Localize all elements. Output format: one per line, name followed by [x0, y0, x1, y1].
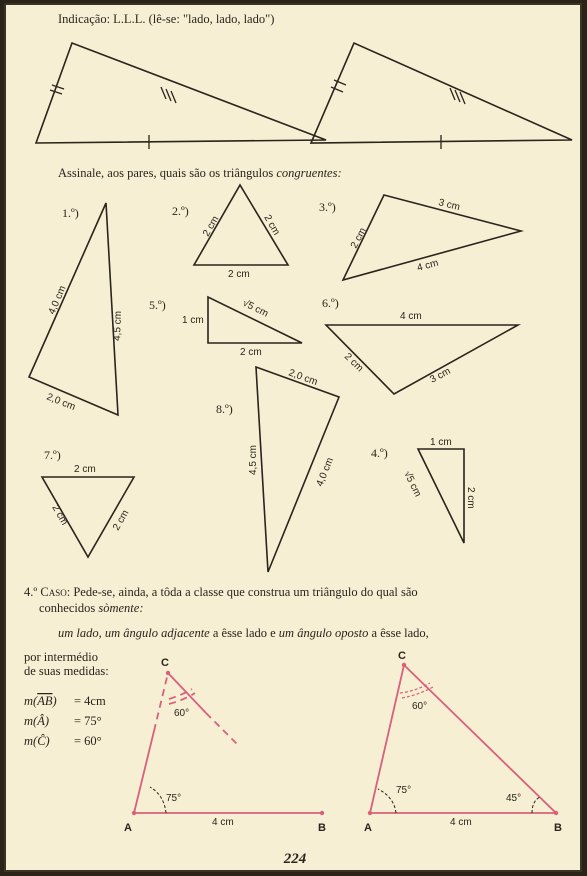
triangle-1: [29, 203, 124, 415]
svg-text:2 cm: 2 cm: [240, 347, 262, 358]
construction-right: [364, 650, 562, 834]
svg-text:√5 cm: √5 cm: [240, 297, 270, 320]
svg-text:75°: 75°: [396, 785, 412, 796]
svg-text:B: B: [554, 822, 562, 834]
triangle-3: [319, 195, 521, 280]
case4-line3: um lado, um ângulo adjacente a êsse lado e um ângulo oposto a êsse lado,: [58, 626, 429, 640]
top-right-triangle: [311, 43, 572, 149]
svg-text:2 cm: 2 cm: [74, 464, 96, 475]
svg-text:= 75°: = 75°: [74, 714, 102, 728]
triangle-number: 7.º): [44, 448, 61, 462]
svg-text:A: A: [364, 822, 372, 834]
svg-text:2 cm: 2 cm: [261, 213, 282, 238]
svg-text:4 cm: 4 cm: [450, 817, 472, 828]
triangle-number: 2.º): [172, 204, 189, 218]
triangle-8: [216, 367, 339, 572]
svg-text:m(Ĉ): m(Ĉ): [24, 734, 50, 748]
page-drawing: [6, 5, 584, 874]
svg-text:4 cm: 4 cm: [415, 257, 440, 274]
svg-text:4,0 cm: 4,0 cm: [314, 456, 337, 489]
measure-a: [24, 714, 102, 728]
construction-left: [124, 657, 326, 834]
triangle-number: 3.º): [319, 200, 336, 214]
case4-line1: 4.º Caso: Pede-se, ainda, a tôda a classe que construa um triângulo do qual são: [24, 585, 418, 599]
svg-text:4,0 cm: 4,0 cm: [46, 284, 69, 317]
case4-line2: conhecidos sòmente:: [39, 601, 144, 615]
svg-text:60°: 60°: [412, 701, 428, 712]
indication-text: Indicação: L.L.L. (lê-se: "lado, lado, lado"): [58, 12, 275, 26]
triangle-4: [371, 437, 476, 543]
svg-text:√5 cm: √5 cm: [401, 469, 424, 499]
measure-ab: [24, 694, 106, 708]
svg-text:2 cm: 2 cm: [201, 214, 222, 239]
svg-text:1 cm: 1 cm: [182, 315, 204, 326]
svg-text:2 cm: 2 cm: [465, 487, 476, 509]
svg-text:1 cm: 1 cm: [430, 437, 452, 448]
triangle-number: 6.º): [322, 296, 339, 310]
instruction-text: Assinale, aos pares, quais são os triângulos congruentes:: [58, 166, 342, 180]
svg-text:C: C: [398, 650, 406, 662]
triangle-number: 1.º): [62, 206, 79, 220]
triangle-7: [42, 448, 134, 557]
svg-text:2,0 cm: 2,0 cm: [286, 367, 319, 389]
page-number: 224: [283, 851, 307, 867]
svg-text:m(AB): m(AB): [24, 694, 57, 708]
svg-text:60°: 60°: [174, 708, 190, 719]
svg-text:2 cm: 2 cm: [341, 351, 366, 375]
svg-text:2 cm: 2 cm: [111, 508, 132, 533]
by-means-2: de suas medidas:: [24, 664, 109, 678]
svg-text:75°: 75°: [166, 793, 182, 804]
svg-text:2,0 cm: 2,0 cm: [44, 391, 77, 414]
svg-text:4,5 cm: 4,5 cm: [248, 444, 259, 475]
top-left-triangle: [36, 43, 326, 149]
triangle-5: [149, 297, 302, 358]
svg-text:3 cm: 3 cm: [428, 365, 453, 386]
by-means-1: por intermédio: [24, 650, 98, 664]
svg-text:2 cm: 2 cm: [49, 503, 70, 528]
triangle-number: 5.º): [149, 298, 166, 312]
triangle-2: [172, 185, 288, 280]
svg-text:45°: 45°: [506, 793, 522, 804]
svg-text:2 cm: 2 cm: [228, 269, 250, 280]
triangle-6: [322, 296, 518, 394]
svg-text:4 cm: 4 cm: [400, 311, 422, 322]
svg-text:C: C: [161, 657, 169, 669]
svg-text:4 cm: 4 cm: [212, 817, 234, 828]
svg-text:= 60°: = 60°: [74, 734, 102, 748]
triangle-number: 8.º): [216, 402, 233, 416]
svg-text:= 4cm: = 4cm: [74, 694, 106, 708]
svg-text:B: B: [318, 822, 326, 834]
svg-text:2 cm: 2 cm: [348, 226, 369, 251]
book-page: [4, 3, 582, 872]
triangle-number: 4.º): [371, 446, 388, 460]
svg-text:m(Â): m(Â): [24, 714, 49, 728]
svg-text:A: A: [124, 822, 132, 834]
measure-c: [24, 734, 102, 748]
svg-text:3 cm: 3 cm: [437, 197, 461, 214]
svg-text:4,5 cm: 4,5 cm: [112, 310, 125, 342]
